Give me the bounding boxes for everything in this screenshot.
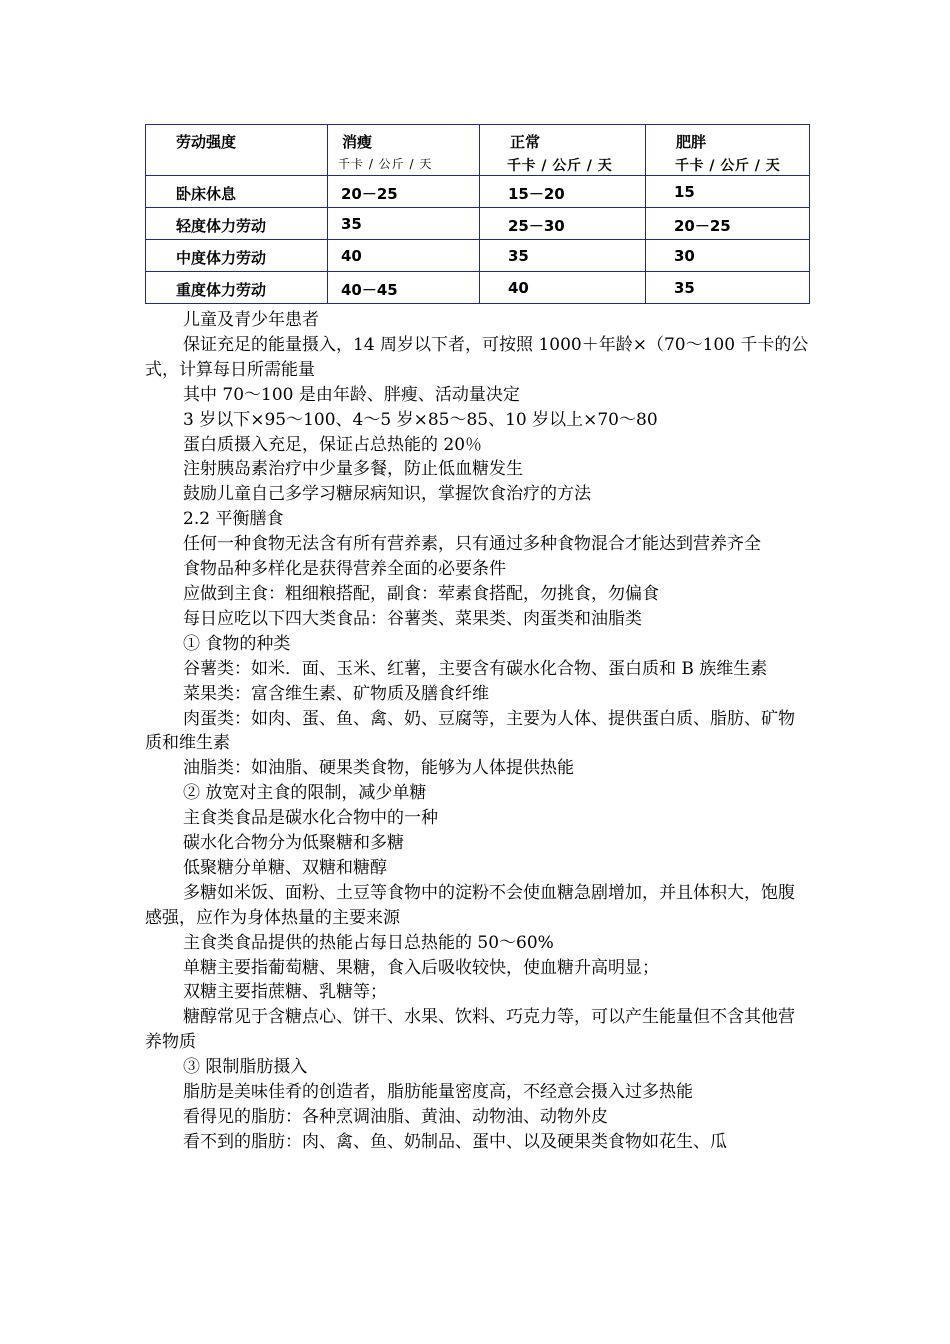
header-thin: 消瘦 千卡 / 公斤 / 天 xyxy=(328,125,480,176)
paragraph: 多糖如米饭、面粉、土豆等食物中的淀粉不会使血糖急剧增加，并且体积大，饱腹感强，应作为身体热量的主要来源 xyxy=(145,882,795,928)
cell-obese: 20－25 xyxy=(646,208,810,240)
table-header-row xyxy=(146,125,810,176)
paragraph: 蛋白质摄入充足，保证占总热能的 20％ xyxy=(183,434,483,455)
paragraph: 谷薯类：如米．面、玉米、红薯，主要含有碳水化合物、蛋白质和 B 族维生素 xyxy=(183,658,768,679)
paragraph: 油脂类：如油脂、硬果类食物，能够为人体提供热能 xyxy=(183,758,574,779)
row-label: 卧床休息 xyxy=(146,176,328,208)
paragraph: 肉蛋类：如肉、蛋、鱼、禽、奶、豆腐等，主要为人体、提供蛋白质、脂肪、矿物质和维生素 xyxy=(145,708,795,754)
header-normal-unit: 千卡 / 公斤 / 天 xyxy=(507,158,613,174)
table-row xyxy=(146,176,810,208)
paragraph: 任何一种食物无法含有所有营养素，只有通过多种食物混合才能达到营养齐全 xyxy=(183,534,761,555)
paragraph: 每日应吃以下四大类食品：谷薯类、菜果类、肉蛋类和油脂类 xyxy=(183,608,642,629)
subsection-heading: ③ 限制脂肪摄入 xyxy=(183,1057,308,1078)
row-label: 中度体力劳动 xyxy=(146,240,328,272)
cell-thin: 35 xyxy=(328,208,480,240)
paragraph: 注射胰岛素治疗中少量多餐，防止低血糖发生 xyxy=(183,459,523,480)
header-obese-unit: 千卡 / 公斤 / 天 xyxy=(675,158,781,174)
header-thin-unit: 千卡 / 公斤 / 天 xyxy=(338,157,433,171)
paragraph: 看得见的脂肪：各种烹调油脂、黄油、动物油、动物外皮 xyxy=(183,1107,608,1127)
cell-normal: 15－20 xyxy=(480,176,646,208)
header-normal: 正常 千卡 / 公斤 / 天 xyxy=(480,125,646,176)
cell-normal: 35 xyxy=(480,240,646,272)
cell-obese: 35 xyxy=(646,272,810,304)
row-label: 轻度体力劳动 xyxy=(146,208,328,240)
header-obese: 肥胖 千卡 / 公斤 / 天 xyxy=(646,125,810,176)
cell-obese: 15 xyxy=(646,176,810,208)
paragraph: 主食类食品提供的热能占每日总热能的 50～60% xyxy=(183,932,554,953)
subsection-heading: ① 食物的种类 xyxy=(183,633,291,654)
paragraph: 低聚糖分单糖、双糖和糖醇 xyxy=(183,857,387,878)
cell-normal: 25－30 xyxy=(480,208,646,240)
row-label: 重度体力劳动 xyxy=(146,272,328,304)
header-labor-intensity: 劳动强度 xyxy=(146,125,328,176)
paragraph: 双糖主要指蔗糖、乳糖等； xyxy=(183,982,387,1003)
paragraph: 儿童及青少年患者 xyxy=(183,310,319,330)
table-row xyxy=(146,240,810,272)
paragraph: 鼓励儿童自己多学习糖尿病知识，掌握饮食治疗的方法 xyxy=(183,484,591,505)
cell-thin: 40－45 xyxy=(328,272,480,304)
energy-requirement-table xyxy=(145,124,810,304)
paragraph: 3 岁以下×95～100、4～5 岁×85～85、10 岁以上×70～80 xyxy=(183,409,658,430)
paragraph: 应做到主食：粗细粮搭配，副食：荤素食搭配，勿挑食，勿偏食 xyxy=(183,583,659,604)
paragraph: 看不到的脂肪：肉、禽、鱼、奶制品、蛋中、以及硬果类食物如花生、瓜 xyxy=(183,1131,727,1152)
paragraph: 糖醇常见于含糖点心、饼干、水果、饮料、巧克力等，可以产生能量但不含其他营养物质 xyxy=(145,1007,795,1053)
paragraph: 其中 70～100 是由年龄、胖瘦、活动量决定 xyxy=(183,384,520,405)
paragraph: 单糖主要指葡萄糖、果糖，食入后吸收较快，使血糖升高明显； xyxy=(183,957,659,978)
cell-thin: 20－25 xyxy=(328,176,480,208)
paragraph: 脂肪是美味佳肴的创造者，脂肪能量密度高，不经意会摄入过多热能 xyxy=(183,1082,693,1103)
paragraph: 菜果类：富含维生素、矿物质及膳食纤维 xyxy=(183,683,489,704)
paragraph: 保证充足的能量摄入，14 周岁以下者，可按照 1000＋年龄×（70～100 千卡的公式，计算每日所需能量 xyxy=(145,334,809,380)
section-heading: 2.2 平衡膳食 xyxy=(183,509,284,530)
paragraph: 碳水化合物分为低聚糖和多糖 xyxy=(183,833,404,854)
body-text xyxy=(145,308,809,1155)
subsection-heading: ② 放宽对主食的限制，减少单糖 xyxy=(183,783,427,804)
cell-normal: 40 xyxy=(480,272,646,304)
cell-obese: 30 xyxy=(646,240,810,272)
table-row xyxy=(146,272,810,304)
paragraph: 食物品种多样化是获得营养全面的必要条件 xyxy=(183,559,506,580)
paragraph: 主食类食品是碳水化合物中的一种 xyxy=(183,808,438,829)
table-row xyxy=(146,208,810,240)
cell-thin: 40 xyxy=(328,240,480,272)
